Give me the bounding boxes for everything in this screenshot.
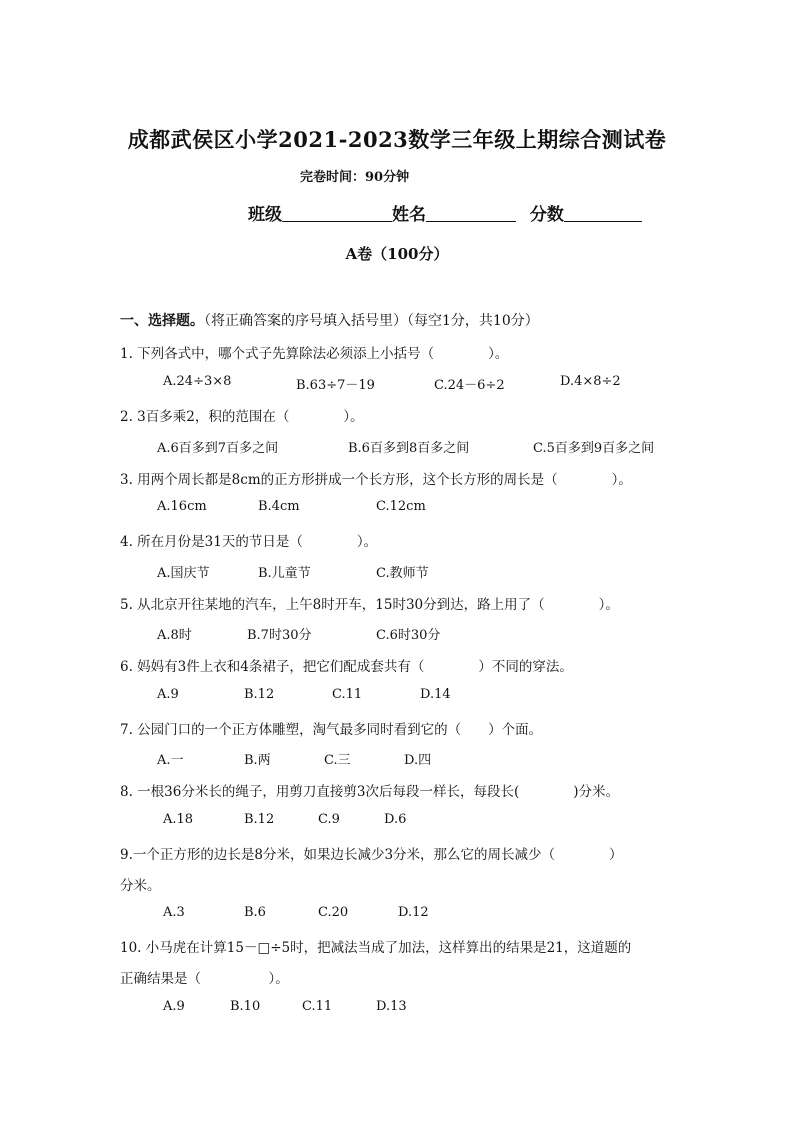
question-9-continued: 分米。: [120, 878, 161, 894]
option[interactable]: B.7时30分: [247, 628, 312, 643]
option[interactable]: D.四: [404, 753, 432, 768]
option[interactable]: D.13: [376, 999, 407, 1014]
option[interactable]: C.20: [318, 905, 349, 920]
option[interactable]: A.国庆节: [157, 566, 210, 581]
option[interactable]: C.11: [302, 999, 333, 1014]
section-heading: [120, 310, 539, 330]
option[interactable]: A.9: [163, 999, 185, 1014]
option[interactable]: D.14: [420, 687, 451, 702]
option[interactable]: B.6百多到8百多之间: [348, 441, 470, 456]
option[interactable]: C.12cm: [376, 499, 426, 514]
section-note: （将正确答案的序号填入括号里）（每空1分，共10分）: [204, 313, 539, 329]
option[interactable]: A.24÷3×8: [163, 374, 232, 389]
option[interactable]: A.3: [163, 905, 185, 920]
question-10-continued: 正确结果是（ ）。: [120, 971, 289, 987]
question-3: 3. 用两个周长都是8cm的正方形拼成一个长方形，这个长方形的周长是（ ）。: [120, 472, 632, 488]
option[interactable]: A.8时: [157, 628, 192, 643]
option[interactable]: A.一: [157, 753, 184, 768]
question-1: 1. 下列各式中，哪个式子先算除法必须添上小括号（ ）。: [120, 346, 509, 362]
name-label: 姓名: [392, 205, 426, 225]
option[interactable]: B.63÷7－19: [296, 378, 375, 393]
option[interactable]: B.儿童节: [258, 566, 311, 581]
class-blank[interactable]: [282, 203, 392, 222]
option[interactable]: D.6: [384, 812, 407, 827]
option[interactable]: A.9: [157, 687, 179, 702]
question-8: 8. 一根36分米长的绳子，用剪刀直接剪3次后每段一样长，每段长( )分米。: [120, 784, 619, 800]
option[interactable]: B.10: [230, 999, 261, 1014]
question-5: 5. 从北京开往某地的汽车，上午8时开车，15时30分到达，路上用了（ ）。: [120, 597, 619, 613]
option[interactable]: B.12: [244, 812, 275, 827]
option[interactable]: A.18: [163, 812, 194, 827]
option[interactable]: A.16cm: [157, 499, 207, 514]
option[interactable]: C.教师节: [376, 566, 429, 581]
question-2: 2. 3百多乘2，积的范围在（ ）。: [120, 409, 364, 425]
exam-time: 完卷时间：90分钟: [300, 170, 410, 185]
option[interactable]: C.5百多到9百多之间: [533, 441, 655, 456]
question-6: 6. 妈妈有3件上衣和4条裙子，把它们配成套共有（ ）不同的穿法。: [120, 659, 573, 675]
option[interactable]: C.11: [332, 687, 363, 702]
question-9: 9.一个正方形的边长是8分米，如果边长减少3分米，那么它的周长减少（ ）: [120, 847, 623, 863]
section-title: 一、选择题。: [120, 313, 204, 329]
page-title: 成都武侯区小学2021-2023数学三年级上期综合测试卷: [127, 127, 667, 152]
option[interactable]: A.6百多到7百多之间: [157, 441, 279, 456]
option[interactable]: C.9: [318, 812, 340, 827]
option[interactable]: B.12: [244, 687, 275, 702]
class-label: 班级: [248, 205, 282, 225]
option[interactable]: C.24－6÷2: [434, 378, 505, 393]
score-blank[interactable]: [564, 203, 642, 222]
question-7: 7. 公园门口的一个正方体雕塑，淘气最多同时看到它的（ ）个面。: [120, 722, 543, 738]
score-label: 分数: [529, 205, 564, 225]
question-10: 10. 小马虎在计算15－□÷5时，把减法当成了加法，这样算出的结果是21，这道题的: [120, 940, 632, 956]
question-4: 4. 所在月份是31天的节日是（ ）。: [120, 534, 378, 550]
option[interactable]: D.4×8÷2: [560, 374, 621, 389]
option[interactable]: B.两: [244, 753, 271, 768]
option[interactable]: B.4cm: [258, 499, 300, 514]
option[interactable]: D.12: [398, 905, 429, 920]
student-info-line: [248, 200, 642, 225]
section-a-title: A卷（100分）: [345, 245, 449, 263]
option[interactable]: B.6: [244, 905, 266, 920]
option[interactable]: C.三: [324, 753, 351, 768]
option[interactable]: C.6时30分: [376, 628, 441, 643]
name-blank[interactable]: [426, 203, 516, 222]
